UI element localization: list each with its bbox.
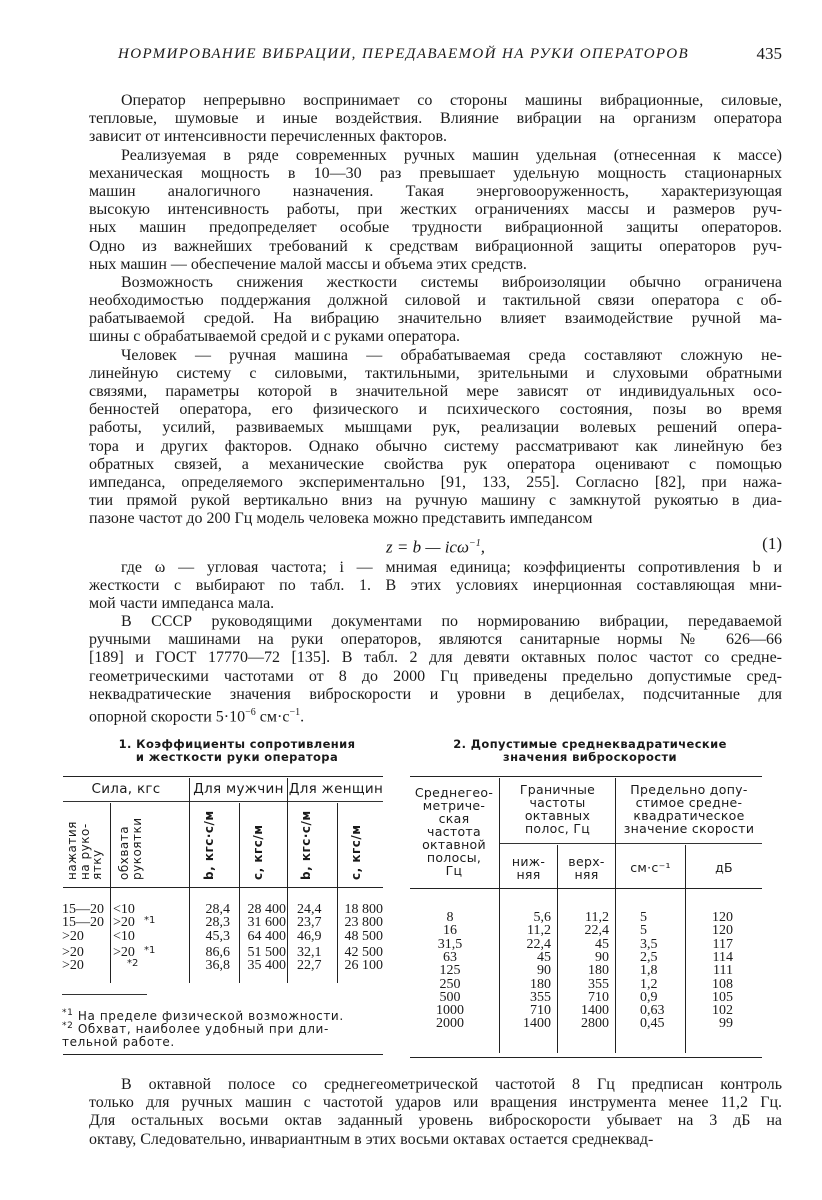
text-line: В октавной полосе со среднегеометрической частотой 8 Гц предписан контроль [121, 1076, 782, 1093]
text-line: жесткости c выбирают по табл. 1. В этих условиях инерционная составляющая мни- [89, 576, 782, 594]
table2-header-frequency: ская [438, 811, 470, 826]
table2-velocity: 5 [640, 923, 647, 939]
table2-velocity: 0,45 [640, 1016, 665, 1032]
table2-title-line1: 2. Допустимые среднеквадратические [453, 737, 727, 751]
text-line: Возможность снижения жесткости системы виброизоляции обычно ограничена [121, 273, 782, 291]
text-line: необходимостью поддержания должной силовой и тактильной связи оператора с об- [89, 292, 782, 310]
table2-header-frequency: полосы, [426, 850, 482, 865]
text-line: обратных связей, а механические свойства рук оператора оценивают с помощью [89, 455, 782, 473]
table2-header-upper: няя [574, 867, 599, 882]
table2-upper-limit: 11,2 [585, 910, 609, 925]
table2-subheader-rule [500, 843, 762, 844]
table1-footnote-mark: *2 [127, 958, 139, 970]
table2-upper-limit: 90 [595, 949, 609, 965]
footnote-mark: *2 [62, 1021, 74, 1031]
table1-title-line1: 1. Коэффициенты сопротивления [118, 737, 356, 751]
table1-subheader: обхвата [117, 825, 131, 880]
table2-lower-limit: 22,4 [526, 936, 551, 952]
table1-men-c: 28 400 [247, 902, 286, 917]
table2-db: 99 [719, 1016, 733, 1032]
table1-header-force: Сила, кгс [91, 781, 161, 797]
text-line: тии прямой рукой вертикально вниз на ручную машину с замкнутой рукоятью в диа- [89, 492, 782, 510]
table1-footnote [62, 1020, 384, 1036]
formula-exponent: −1 [468, 537, 481, 549]
table2-header-rule [410, 888, 762, 889]
footnote-text: Обхват, наиболее удобный при дли- [73, 1022, 329, 1036]
table2-top-rule [410, 776, 762, 777]
table2-frequency: 16 [443, 923, 457, 939]
table1-column-divider [287, 778, 288, 983]
table2-title-line2: значения виброскорости [503, 750, 677, 764]
table2-header-upper: верх- [568, 854, 605, 869]
table1-footnote-rule [62, 994, 147, 995]
table1-women-b: 22,7 [297, 958, 322, 974]
table1-subheader: c, кгс/м [251, 824, 265, 880]
ref-speed-unit-exp: −1 [289, 707, 301, 718]
table1-footnote [62, 1033, 384, 1049]
period: . [300, 708, 305, 726]
table2-upper-limit: 180 [588, 963, 609, 979]
table1-women-c: 18 800 [344, 902, 383, 917]
table2-frequency: 2000 [436, 1016, 464, 1032]
table1-column-divider [189, 778, 190, 983]
paragraph-1 [89, 92, 782, 147]
text-line: механическая мощность в 10—30 раз превышает удельную мощность стационарных [89, 164, 782, 182]
footnote-text: На пределе физической возможности. [73, 1009, 344, 1023]
paragraph-5 [89, 559, 782, 614]
text-line: октаву, Следовательно, инвариантным в этих восьми октавах остается среднеквад- [89, 1130, 654, 1148]
table2-db: 117 [712, 936, 733, 952]
table2-title [400, 738, 780, 764]
text-line: Человек — ручная машина — обрабатываемая среда составляют сложную не- [121, 346, 782, 364]
table1-title [92, 738, 382, 764]
table1-grip-force: <10 [113, 902, 135, 917]
text-line: геометрическими частотами от 8 до 2000 Гц приведены предельно допустимые сред- [89, 667, 782, 685]
table1-women-b: 46,9 [297, 928, 322, 944]
table1-grip-force: <10 [113, 928, 135, 944]
table1-top-rule [63, 776, 383, 777]
table2-header-permissible: значение скорости [623, 821, 755, 836]
table1-subheader: нажатия [65, 821, 79, 880]
text-line: пазоне частот до 200 Гц модель человека можно представить импедансом [89, 510, 593, 528]
table2-header-frequency: Гц [445, 863, 463, 878]
table1-subheader: c, кгс/м [349, 824, 363, 880]
text-line: высокую интенсивность работы, при жестких ограничениях массы и размеров руч- [89, 201, 782, 219]
table2-header-frequency: октавной [422, 837, 486, 852]
footnote-text: тельной работе. [62, 1035, 175, 1049]
table1-header-men: Для мужчин [193, 781, 284, 797]
table2-header-band-limits: полос, Гц [524, 821, 591, 836]
table2-frequency: 250 [439, 976, 461, 992]
table2-upper-limit: 2800 [581, 1016, 609, 1032]
text-line: связями, параметры которой в значительной мере зависят от индивидуальных осо- [89, 383, 782, 400]
paragraph-4 [89, 347, 782, 529]
formula-row [89, 529, 782, 559]
table2-velocity: 2,5 [640, 949, 658, 965]
page-header [118, 46, 782, 70]
ref-speed-unit: см·с [255, 708, 290, 726]
table1-footnote-mark: *1 [144, 915, 156, 927]
table1-press-force: 15—20 [62, 915, 104, 931]
table1-press-force: >20 [62, 958, 84, 974]
table2-header-permissible: квадратическое [633, 808, 745, 823]
text-line: ных машин — обеспечение малой массы и объема этих средств. [89, 255, 527, 273]
table2-db: 111 [713, 963, 733, 979]
text-line: шины с обрабатываемой средой и с руками оператора. [89, 328, 461, 346]
table2-upper-limit: 22,4 [584, 923, 609, 939]
table2-lower-limit: 5,6 [533, 910, 551, 925]
text-line: тепловые, шумовые и иные воздействия. Влияние вибрации на организм оператора [89, 110, 782, 128]
table2-db: 102 [712, 1003, 733, 1019]
table2-header-velocity: см·с⁻¹ [630, 860, 671, 875]
table1-column-divider [110, 803, 111, 983]
text-line: В СССР руководящими документами по нормированию вибрации, передаваемой [121, 613, 782, 631]
paragraph-6-last-line [89, 704, 782, 726]
table2-upper-limit: 710 [588, 989, 609, 1005]
table2-db: 120 [712, 923, 733, 939]
table1-men-b: 28,3 [205, 915, 230, 931]
impedance-formula [89, 535, 782, 557]
ref-speed-exp: −6 [245, 707, 256, 718]
table1-press-force: >20 [62, 944, 84, 960]
table2-frequency: 500 [439, 989, 461, 1005]
paragraph-6 [89, 613, 782, 704]
table2-header-frequency: частота [427, 824, 481, 839]
table2-db: 120 [712, 910, 733, 925]
table1-header-women: Для женщин [288, 781, 384, 797]
table2-velocity: 5 [640, 910, 647, 925]
table2-header-frequency: метриче- [422, 798, 486, 813]
text-line: [189] и ГОСТ 17770—72 [135]. В табл. 2 для девяти октавных полос частот со средне- [89, 649, 782, 667]
text-line: Реализуемая в ряде современных ручных машин удельная (отнесенная к массе) [121, 146, 782, 164]
footnote-mark: *1 [62, 1008, 74, 1018]
table1-header-rule [63, 887, 383, 888]
text-line: Для остальных восьми октав заданный уровень виброскорости убывает на 3 дБ на [89, 1112, 782, 1130]
table1-men-b: 36,8 [205, 958, 230, 974]
table2-frequency: 125 [439, 963, 461, 979]
table1-women-c: 48 500 [344, 928, 383, 944]
table2-lower-limit: 355 [530, 989, 551, 1005]
table2-header-frequency: Среднегео- [414, 785, 494, 800]
table2-lower-limit: 180 [530, 976, 551, 992]
table2-lower-limit: 45 [537, 949, 551, 965]
table1-men-c: 31 600 [247, 915, 286, 931]
table2-velocity: 1,2 [640, 976, 658, 992]
table2-frequency: 31,5 [437, 936, 463, 952]
table2-velocity: 1,8 [640, 963, 658, 979]
table1-women-c: 23 800 [344, 915, 383, 931]
table2-bottom-rule [410, 1057, 762, 1058]
table1-column-divider [239, 803, 240, 983]
text-line: Одно из важнейших требований к средствам вибрационной защиты операторов руч- [89, 237, 782, 255]
table1-footnote-mark: *1 [144, 944, 156, 956]
formula-main: z = b — icω [386, 537, 469, 557]
table1-grip-force: >20 [113, 944, 135, 960]
table2-header-lower: няя [516, 867, 541, 882]
table1-subheader: b, кгс·с/м [202, 810, 216, 880]
table1-subheader: рукоятки [129, 817, 144, 880]
table2-db: 108 [712, 976, 733, 992]
formula-comma: , [480, 537, 485, 557]
text-line: ручными машинами на руки операторов, являются санитарные нормы № 626—66 [89, 631, 782, 649]
table1-men-b: 45,3 [205, 928, 230, 944]
table1-men-c: 64 400 [247, 928, 286, 944]
table2-lower-limit: 90 [537, 963, 551, 979]
table2-db: 105 [712, 989, 733, 1005]
table2-db: 114 [712, 949, 733, 965]
table1-press-force: 15—20 [62, 902, 104, 917]
paragraph-2 [89, 147, 782, 274]
table1-men-b: 28,4 [205, 902, 230, 917]
table2-upper-limit: 1400 [581, 1003, 609, 1019]
table1-men-c: 51 500 [247, 944, 286, 960]
text-line: линейную систему с силовыми, тактильными, зрительными и слуховыми обратными [89, 364, 782, 382]
body-text-bottom [89, 1076, 782, 1149]
table2-header-band-limits: частоты [529, 795, 586, 810]
table2-header-db: дБ [715, 860, 733, 875]
ref-speed-text: опорной скорости 5·10 [89, 708, 246, 726]
table2-header-permissible: Предельно допу- [630, 782, 748, 797]
table2-lower-limit: 710 [530, 1003, 551, 1019]
paragraph-3 [89, 274, 782, 347]
table2-frequency: 1000 [436, 1003, 464, 1019]
table1-group-rule [63, 801, 383, 802]
table2-velocity: 3,5 [640, 936, 658, 952]
table2-velocity: 0,9 [640, 989, 658, 1005]
formula-number: (1) [762, 533, 782, 553]
text-line: Оператор непрерывно воспринимает со стороны машины вибрационные, силовые, [121, 92, 782, 109]
table1-subheader: b, кгс·с/м [299, 810, 313, 880]
table1-women-b: 23,7 [297, 915, 322, 931]
text-line: ных машин предопределяет особые трудности вибрационной защиты операторов. [89, 219, 782, 237]
table1-column-divider [337, 803, 338, 983]
table2-column-divider [557, 845, 558, 1053]
table1-subheader: ятку [90, 849, 104, 880]
table2-header-lower: ниж- [511, 854, 546, 869]
table2-header-band-limits: октавных [524, 808, 591, 823]
table2-column-divider [499, 778, 500, 1053]
table1-women-c: 42 500 [344, 944, 383, 960]
table2-upper-limit: 355 [588, 976, 609, 992]
table2-upper-limit: 45 [595, 936, 609, 952]
table2-column-divider [615, 778, 616, 1053]
table1-women-c: 26 100 [344, 958, 383, 974]
running-title: НОРМИРОВАНИЕ ВИБРАЦИИ, ПЕРЕДАВАЕМОЙ НА РУКИ ОПЕРАТОРОВ [118, 46, 690, 62]
body-text [89, 92, 782, 726]
text-line: машин аналогичного назначения. Такая энерговооруженность, характеризующая [89, 182, 782, 200]
table1-press-force: >20 [62, 928, 84, 944]
table1-women-b: 32,1 [297, 944, 322, 960]
table1-grip-force: >20 [113, 915, 135, 931]
table1-women-b: 24,4 [297, 902, 322, 917]
text-line: тора и других факторов. Однако обычно систему рассматривают как линейную без [89, 437, 782, 455]
text-line: где ω — угловая частота; i — мнимая единица; коэффициенты сопротивления b и [121, 558, 782, 576]
text-line: работы, усилий, развиваемых мышцами рук, реализации волевых решений опера- [89, 419, 782, 437]
text-line: бенностей оператора, его физического и психического состояния, позы во время [89, 401, 782, 419]
table2-header-permissible: стимое средне- [635, 795, 743, 810]
table2-frequency: 8 [446, 910, 454, 925]
text-line: неквадратические значения виброскорости и уровни в децибелах, подсчитанные для [89, 685, 782, 703]
paragraph-7 [89, 1076, 782, 1149]
text-line: только для ручных машин с частотой ударов или вращения инструмента менее 11,2 Гц. [89, 1094, 782, 1112]
table1-title-line2: и жесткости руки оператора [135, 750, 339, 764]
table2-frequency: 63 [443, 949, 457, 965]
page-number: 435 [756, 44, 782, 63]
table2-velocity: 0,63 [640, 1003, 665, 1019]
text-line: зависит от интенсивности перечисленных факторов. [89, 128, 447, 146]
table2-lower-limit: 1400 [523, 1016, 551, 1032]
table1-men-b: 86,6 [205, 944, 230, 960]
text-line: рабатываемой средой. На вибрацию значительно влияет взаимодействие ручной ма- [89, 310, 782, 328]
table1-men-c: 35 400 [247, 958, 286, 974]
table2-lower-limit: 11,2 [527, 923, 551, 939]
table1-footnote [62, 1007, 384, 1023]
text-line: импеданса, определяемого экспериментально [91, 133, 255]. Согласно [82], при нажа- [89, 473, 782, 491]
table2-column-divider [685, 845, 686, 1053]
table1-bottom-rule [63, 1054, 383, 1055]
table2-header-band-limits: Граничные [519, 782, 596, 797]
table1-subheader: на руко- [77, 823, 92, 880]
text-line: мой части импеданса мала. [89, 594, 275, 612]
